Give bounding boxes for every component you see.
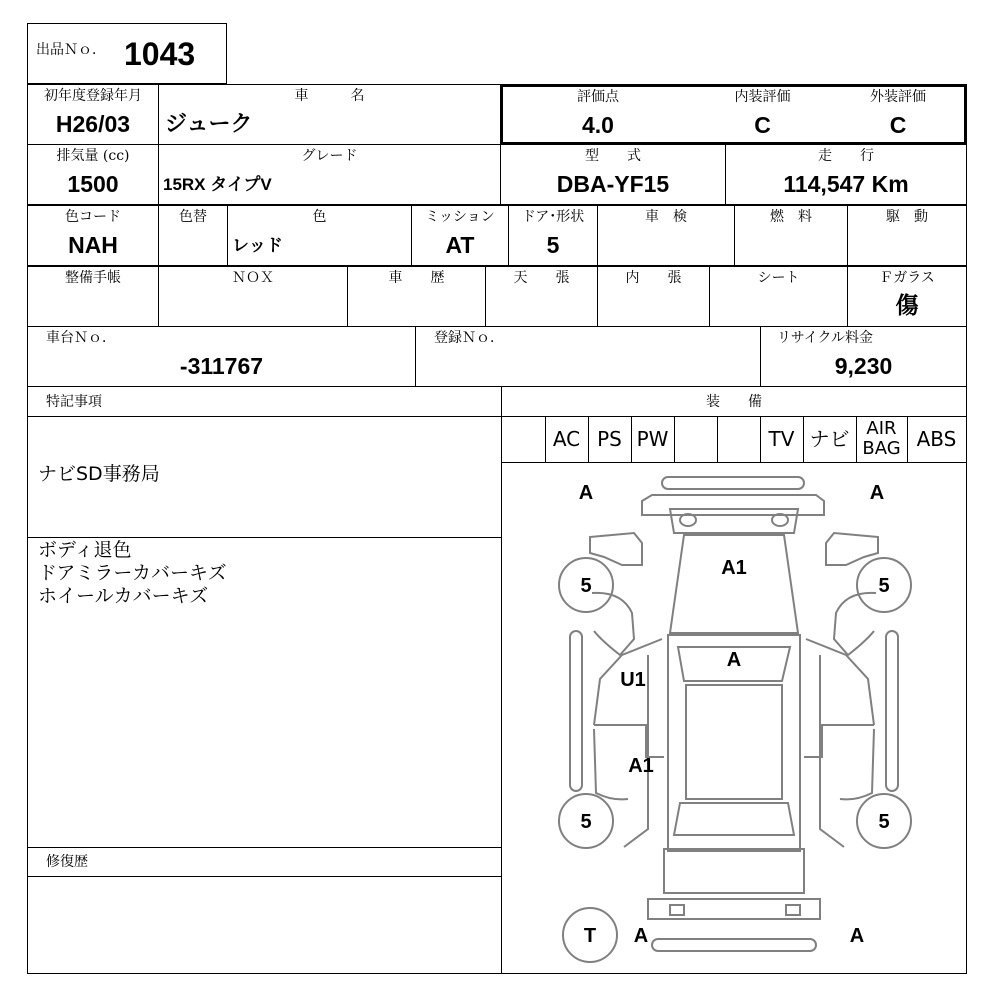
mark-front-left: A <box>578 482 594 504</box>
equipment-navi: ナビ <box>803 417 857 462</box>
equipment-slot <box>674 417 718 462</box>
right-fender-side <box>834 593 876 655</box>
door-value: 5 <box>546 232 560 258</box>
interior-rating-value: C <box>754 112 771 138</box>
front-bumper-top <box>662 477 804 489</box>
equipment-slot <box>502 417 546 462</box>
chassis-label: 車台Ｎｏ． <box>46 330 116 346</box>
repaint-label: 色替 <box>179 209 207 225</box>
front-glass-cell <box>847 266 967 327</box>
color-code-cell <box>27 205 159 266</box>
color-value: レッド <box>232 236 283 255</box>
registration-number-cell <box>415 326 761 387</box>
model-cell <box>500 144 726 205</box>
interior-rating-cell <box>694 87 833 142</box>
tyre-circles <box>559 558 911 962</box>
left-rear-door <box>594 729 628 799</box>
mark-left-rear-door: A1 <box>628 755 654 777</box>
car-name-value: ジューク <box>165 111 253 136</box>
right-a-pillar <box>806 639 874 725</box>
left-front-door <box>594 725 664 757</box>
recycle-fee-value: 9,230 <box>834 353 893 379</box>
inspection-label: 車 検 <box>645 209 687 225</box>
color-cell <box>227 205 412 266</box>
model-value: DBA-YF15 <box>556 171 670 197</box>
nox-label: ＮＯＸ <box>232 270 274 286</box>
rear-bumper-bottom <box>652 939 816 951</box>
mark-left-front-door: U1 <box>620 669 646 691</box>
car-name-cell <box>158 84 501 145</box>
displacement-label: 排気量 (cc) <box>56 148 130 164</box>
lot-number-box <box>27 23 227 84</box>
equipment-tv: TV <box>760 417 804 462</box>
grade-label: グレード <box>301 148 358 164</box>
car-diagram-panel <box>501 462 967 974</box>
repaint-cell <box>158 205 228 266</box>
score-cell <box>503 87 695 142</box>
tyre-spare-value: T <box>583 925 597 947</box>
left-fender-side <box>592 593 634 655</box>
roof-lining-label: 天 張 <box>513 270 570 286</box>
history-cell <box>347 266 486 327</box>
displacement-value: 1500 <box>67 171 119 197</box>
nox-cell <box>158 266 348 327</box>
mark-windshield: A <box>726 649 742 671</box>
special-notes-body <box>27 537 502 848</box>
recycle-fee-label: リサイクル料金 <box>777 330 874 346</box>
mark-rear-left: A <box>633 925 649 947</box>
door-label: ドア･形状 <box>521 209 585 225</box>
recycle-fee-cell <box>760 326 967 387</box>
mark-front-right: A <box>869 482 885 504</box>
car-name-label: 車 名 <box>294 88 365 104</box>
equipment-airbag-line1: AIR <box>866 418 897 439</box>
repair-history-header <box>27 847 502 877</box>
front-glass-label: Ｆガラス <box>879 270 935 286</box>
equipment-airbag-line2: BAG <box>862 438 901 459</box>
interior-lining-label: 内 張 <box>625 270 682 286</box>
mission-value: AT <box>445 232 475 258</box>
registration-number-label: 登録Ｎｏ． <box>434 330 504 346</box>
right-mirror <box>886 631 898 791</box>
maintenance-cell <box>27 266 159 327</box>
special-note-line: ボディ退色 <box>38 539 132 561</box>
equipment-label: 装 備 <box>706 394 762 410</box>
rear-window <box>674 803 794 835</box>
equipment-pw: PW <box>631 417 675 462</box>
exterior-rating-cell <box>832 87 964 142</box>
right-front-door <box>804 725 874 757</box>
equipment-ps: PS <box>588 417 632 462</box>
tyre-front-left-value: 5 <box>580 575 592 597</box>
repair-history-label: 修復歴 <box>46 854 88 870</box>
front-grille <box>670 509 798 533</box>
score-value: 4.0 <box>582 112 614 138</box>
car-diagram <box>502 463 966 973</box>
seat-label: シート <box>757 270 800 286</box>
maintenance-label: 整備手帳 <box>65 270 121 286</box>
drive-cell <box>847 205 967 266</box>
mark-rear-right: A <box>849 925 865 947</box>
special-notes-label: 特記事項 <box>46 394 102 410</box>
front-right-fender <box>826 533 878 565</box>
first-registration-cell <box>27 84 159 145</box>
mileage-cell <box>725 144 967 205</box>
right-rear-door <box>840 729 874 799</box>
tyre-rear-left-value: 5 <box>580 811 592 833</box>
color-code-value: NAH <box>68 232 118 258</box>
damage-marks <box>579 482 884 947</box>
grade-cell <box>158 144 501 205</box>
rear-plate-left <box>670 905 684 915</box>
chassis-cell <box>27 326 416 387</box>
interior-rating-label: 内装評価 <box>734 89 791 105</box>
history-label: 車 歴 <box>388 270 445 286</box>
equipment-header <box>501 386 967 417</box>
mileage-label: 走 行 <box>818 148 874 164</box>
score-block <box>500 84 967 145</box>
special-notes-top <box>27 416 502 538</box>
fuel-cell <box>734 205 848 266</box>
first-registration-value: H26/03 <box>55 111 131 137</box>
tyre-front-right-value: 5 <box>878 575 890 597</box>
first-registration-label: 初年度登録年月 <box>44 88 142 104</box>
mark-hood: A1 <box>721 557 747 579</box>
special-notes-header <box>27 386 502 417</box>
special-note-line: ホイールカバーキズ <box>38 585 209 607</box>
interior-lining-cell <box>597 266 710 327</box>
tyre-marks <box>580 575 889 947</box>
rear-hatch <box>664 849 804 893</box>
color-code-label: 色コード <box>65 209 121 225</box>
equipment-ac: AC <box>545 417 589 462</box>
door-cell <box>508 205 598 266</box>
equipment-slot <box>717 417 761 462</box>
drive-label: 駆 動 <box>886 209 928 225</box>
seat-cell <box>709 266 848 327</box>
mileage-value: 114,547 Km <box>783 171 909 197</box>
mission-cell <box>411 205 509 266</box>
color-label: 色 <box>312 209 327 225</box>
model-label: 型 式 <box>585 148 641 164</box>
chassis-value: -311767 <box>179 353 264 379</box>
rear-plate-right <box>786 905 800 915</box>
lot-number: 1043 <box>124 36 196 72</box>
inspection-cell <box>597 205 735 266</box>
mission-label: ミッション <box>425 209 495 225</box>
hood <box>670 535 798 633</box>
score-label: 評価点 <box>577 89 619 105</box>
equipment-airbag <box>856 417 908 462</box>
tyre-rear-right-value: 5 <box>878 811 890 833</box>
displacement-cell <box>27 144 159 205</box>
special-notes-top-text: ナビSD事務局 <box>38 463 160 485</box>
car-outline <box>570 477 898 951</box>
exterior-rating-value: C <box>889 112 907 138</box>
grade-value: 15RX タイプV <box>163 175 272 194</box>
exterior-rating-label: 外装評価 <box>870 89 926 105</box>
special-note-line: ドアミラーカバーキズ <box>38 562 227 584</box>
left-mirror <box>570 631 582 791</box>
right-side-line <box>820 655 844 847</box>
repair-history-body <box>27 876 502 974</box>
front-glass-value: 傷 <box>895 292 919 319</box>
roof-lining-cell <box>485 266 598 327</box>
equipment-row <box>501 416 967 463</box>
equipment-abs: ABS <box>916 427 957 451</box>
lot-number-label: 出品Ｎｏ． <box>36 42 106 58</box>
fuel-label: 燃 料 <box>770 209 812 225</box>
roof <box>686 685 782 799</box>
